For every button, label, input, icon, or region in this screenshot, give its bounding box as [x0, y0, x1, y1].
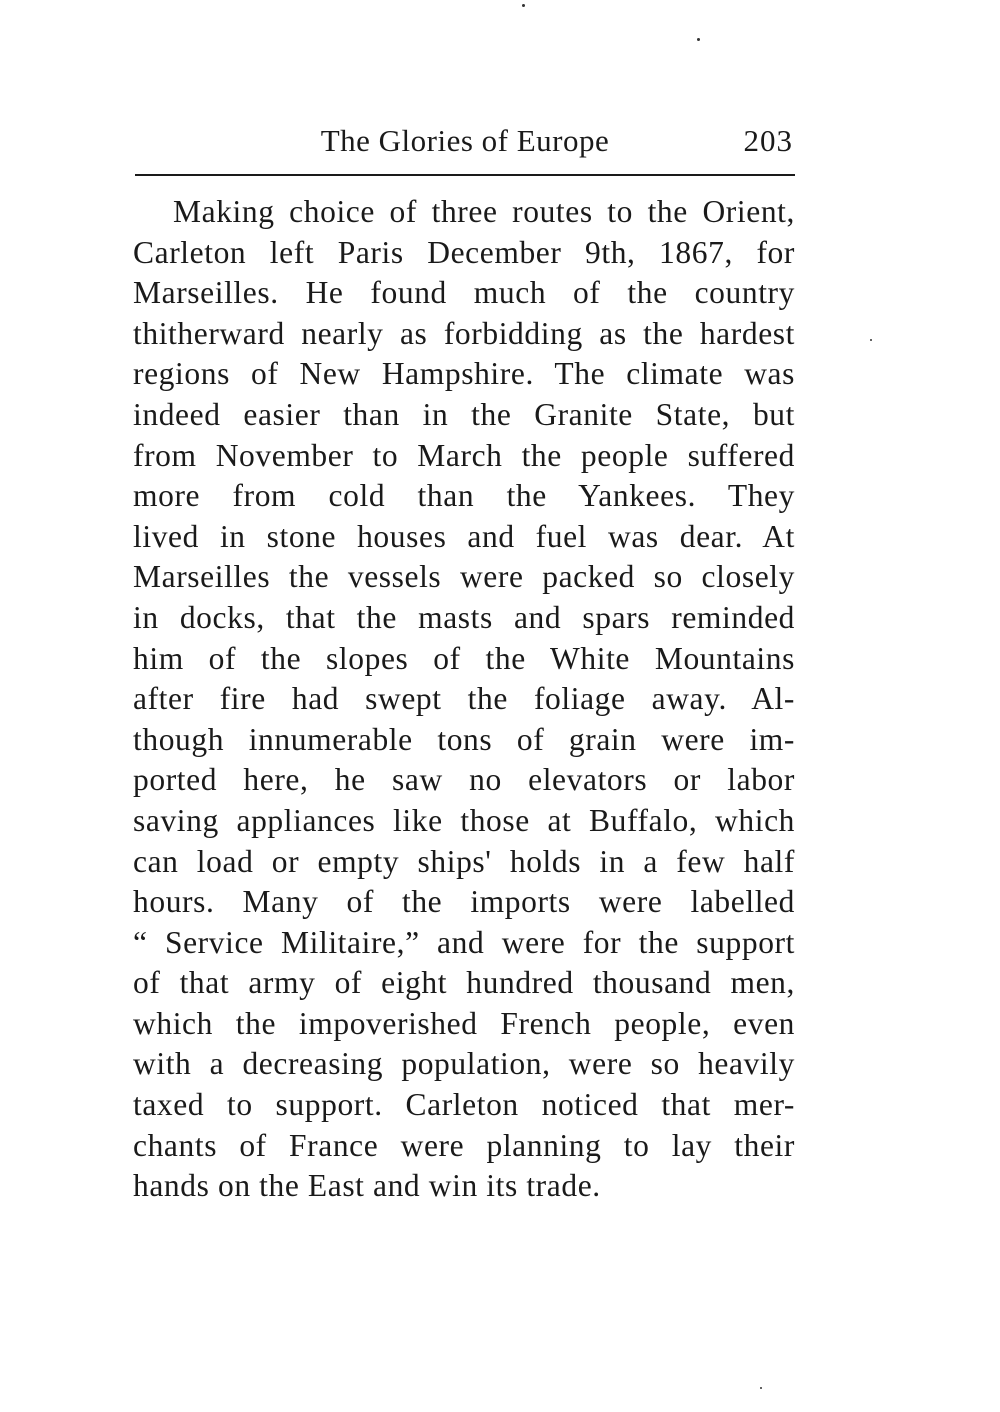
text-line: which the impoverished French people, even — [133, 1005, 795, 1041]
text-line: him of the slopes of the White Mountains — [133, 640, 795, 676]
text-line: Marseilles the vessels were packed so closely — [133, 559, 795, 595]
body-paragraph — [133, 192, 795, 1207]
text-line: regions of New Hampshire. The climate was — [133, 356, 795, 392]
text-line: though innumerable tons of grain were im- — [133, 721, 795, 757]
text-line: lived in stone houses and fuel was dear. At — [133, 518, 795, 554]
text-line: in docks, that the masts and spars reminded — [133, 599, 795, 635]
text-line: from November to March the people suffered — [133, 437, 795, 473]
running-head — [135, 118, 795, 166]
text-line: Carleton left Paris December 9th, 1867, for — [133, 234, 795, 270]
text-line: of that army of eight hundred thousand men, — [133, 965, 795, 1001]
page-number: 203 — [743, 123, 793, 158]
header-rule — [135, 174, 795, 176]
scan-speck — [522, 4, 525, 7]
text-line: more from cold than the Yankees. They — [133, 478, 795, 514]
text-line: “ Service Militaire,” and were for the support — [133, 924, 795, 960]
text-line: with a decreasing population, were so heavily — [133, 1046, 795, 1082]
text-line: Marseilles. He found much of the country — [133, 275, 795, 311]
scan-speck — [697, 38, 700, 41]
scan-speck — [870, 339, 872, 341]
text-line: indeed easier than in the Granite State, but — [133, 396, 795, 432]
text-line: chants of France were planning to lay their — [133, 1127, 795, 1163]
text-line: thitherward nearly as forbidding as the hardest — [133, 315, 795, 351]
text-line: taxed to support. Carleton noticed that mer- — [133, 1087, 795, 1123]
running-title: The Glories of Europe — [320, 123, 610, 158]
text-line: can load or empty ships' holds in a few half — [133, 843, 795, 879]
text-line: hands on the East and win its trade. — [133, 1168, 601, 1204]
scan-speck — [760, 1387, 762, 1389]
text-line: after fire had swept the foliage away. Al- — [133, 681, 795, 717]
text-line: saving appliances like those at Buffalo, which — [133, 802, 795, 838]
text-line: hours. Many of the imports were labelled — [133, 884, 795, 920]
text-line: ported here, he saw no elevators or labor — [133, 762, 795, 798]
text-line: Making choice of three routes to the Orient, — [173, 194, 795, 229]
